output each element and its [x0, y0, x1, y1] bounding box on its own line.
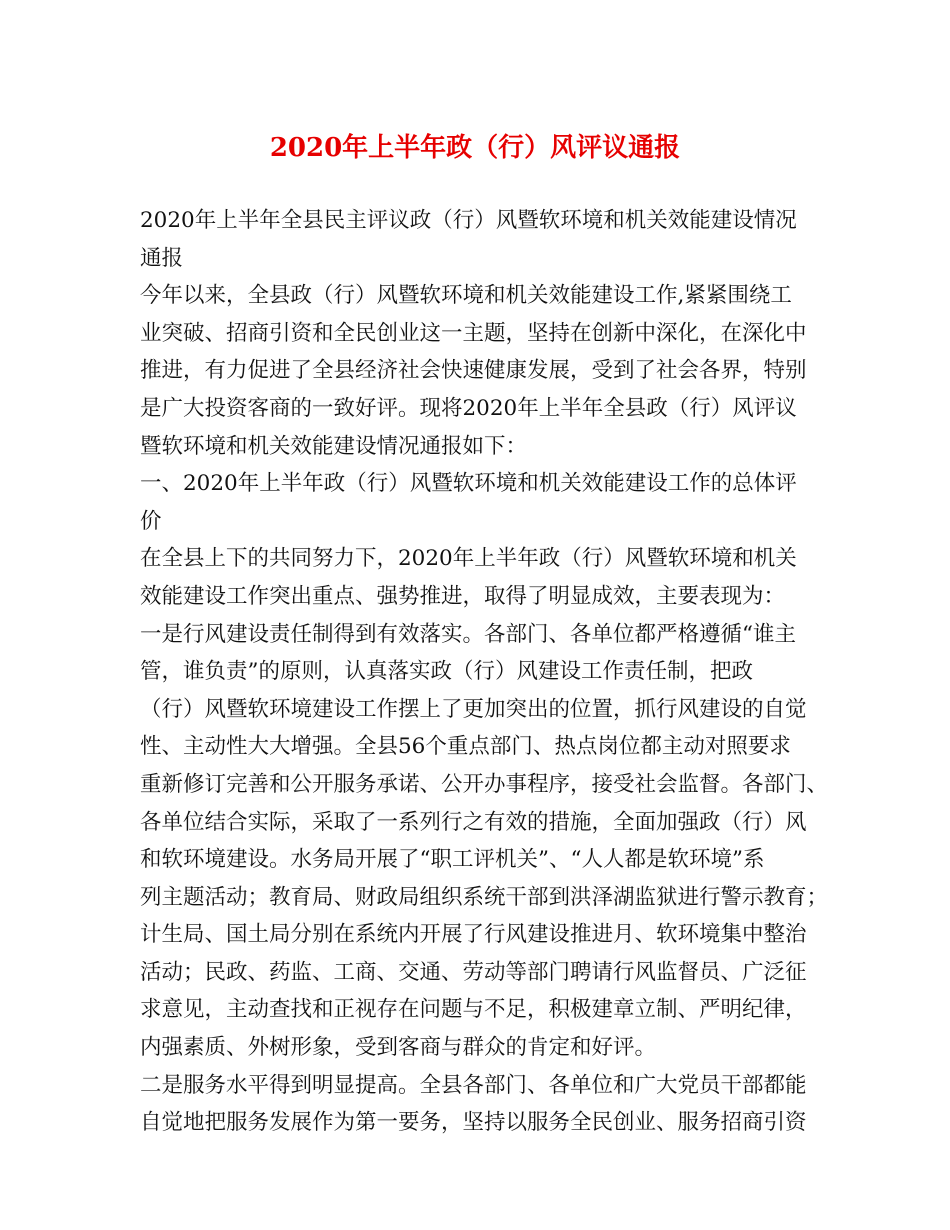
body-text-line: 推进，有力促进了全县经济社会快速健康发展，受到了社会各界，特别 [140, 358, 807, 384]
body-text-line: 性、主动性大大增强。全县56个重点部门、热点岗位都主动对照要求 [140, 734, 791, 760]
body-text-line: 求意见，主动查找和正视存在问题与不足，积极建章立制、严明纪律， [140, 997, 807, 1023]
document-body [140, 202, 840, 1142]
body-text-line: 列主题活动；教育局、财政局组织系统干部到洪泽湖监狱进行警示教育； [140, 884, 829, 910]
body-text-line: 自觉地把服务发展作为第一要务，坚持以服务全民创业、服务招商引资 [140, 1110, 807, 1136]
body-text-line: 各单位结合实际，采取了一系列行之有效的措施，全面加强政（行）风 [140, 809, 807, 835]
body-text-line: 通报 [140, 245, 184, 271]
body-text-line: 2020年上半年全县民主评议政（行）风暨软环境和机关效能建设情况 [140, 208, 797, 233]
body-text-line: 暨软环境和机关效能建设情况通报如下： [140, 433, 528, 459]
body-text-line: 管，谁负责”的原则，认真落实政（行）风建设工作责任制，把政 [140, 659, 753, 685]
body-text-line: 今年以来，全县政（行）风暨软环境和机关效能建设工作,紧紧围绕工 [140, 283, 792, 309]
document-title: 2020年上半年政（行）风评议通报 [269, 133, 681, 163]
body-text-line: 活动；民政、药监、工商、交通、劳动等部门聘请行风监督员、广泛征 [140, 959, 807, 985]
body-text-line: 在全县上下的共同努力下，2020年上半年政（行）风暨软环境和机关 [140, 546, 797, 572]
body-text-line: 业突破、招商引资和全民创业这一主题，坚持在创新中深化，在深化中 [140, 320, 807, 346]
body-text-line: 重新修订完善和公开服务承诺、公开办事程序，接受社会监督。各部门、 [140, 771, 829, 797]
body-text-line: 一、2020年上半年政（行）风暨软环境和机关效能建设工作的总体评 [140, 471, 797, 497]
body-text-line: （行）风暨软环境建设工作摆上了更加突出的位置，抓行风建设的自觉 [140, 696, 807, 722]
body-text-line: 价 [140, 508, 162, 534]
body-text-line: 和软环境建设。水务局开展了“职工评机关”、“人人都是软环境”系 [140, 847, 765, 873]
body-text-line: 计生局、国土局分别在系统内开展了行风建设推进月、软环境集中整治 [140, 922, 807, 948]
body-text-line: 内强素质、外树形象，受到客商与群众的肯定和好评。 [140, 1035, 657, 1061]
body-text-line: 一是行风建设责任制得到有效落实。各部门、各单位都严格遵循“谁主 [140, 621, 796, 647]
body-text-line: 效能建设工作突出重点、强势推进，取得了明显成效，主要表现为： [140, 583, 786, 609]
body-text-line: 二是服务水平得到明显提高。全县各部门、各单位和广大党员干部都能 [140, 1072, 807, 1098]
body-text-line: 是广大投资客商的一致好评。现将2020年上半年全县政（行）风评议 [140, 395, 797, 421]
